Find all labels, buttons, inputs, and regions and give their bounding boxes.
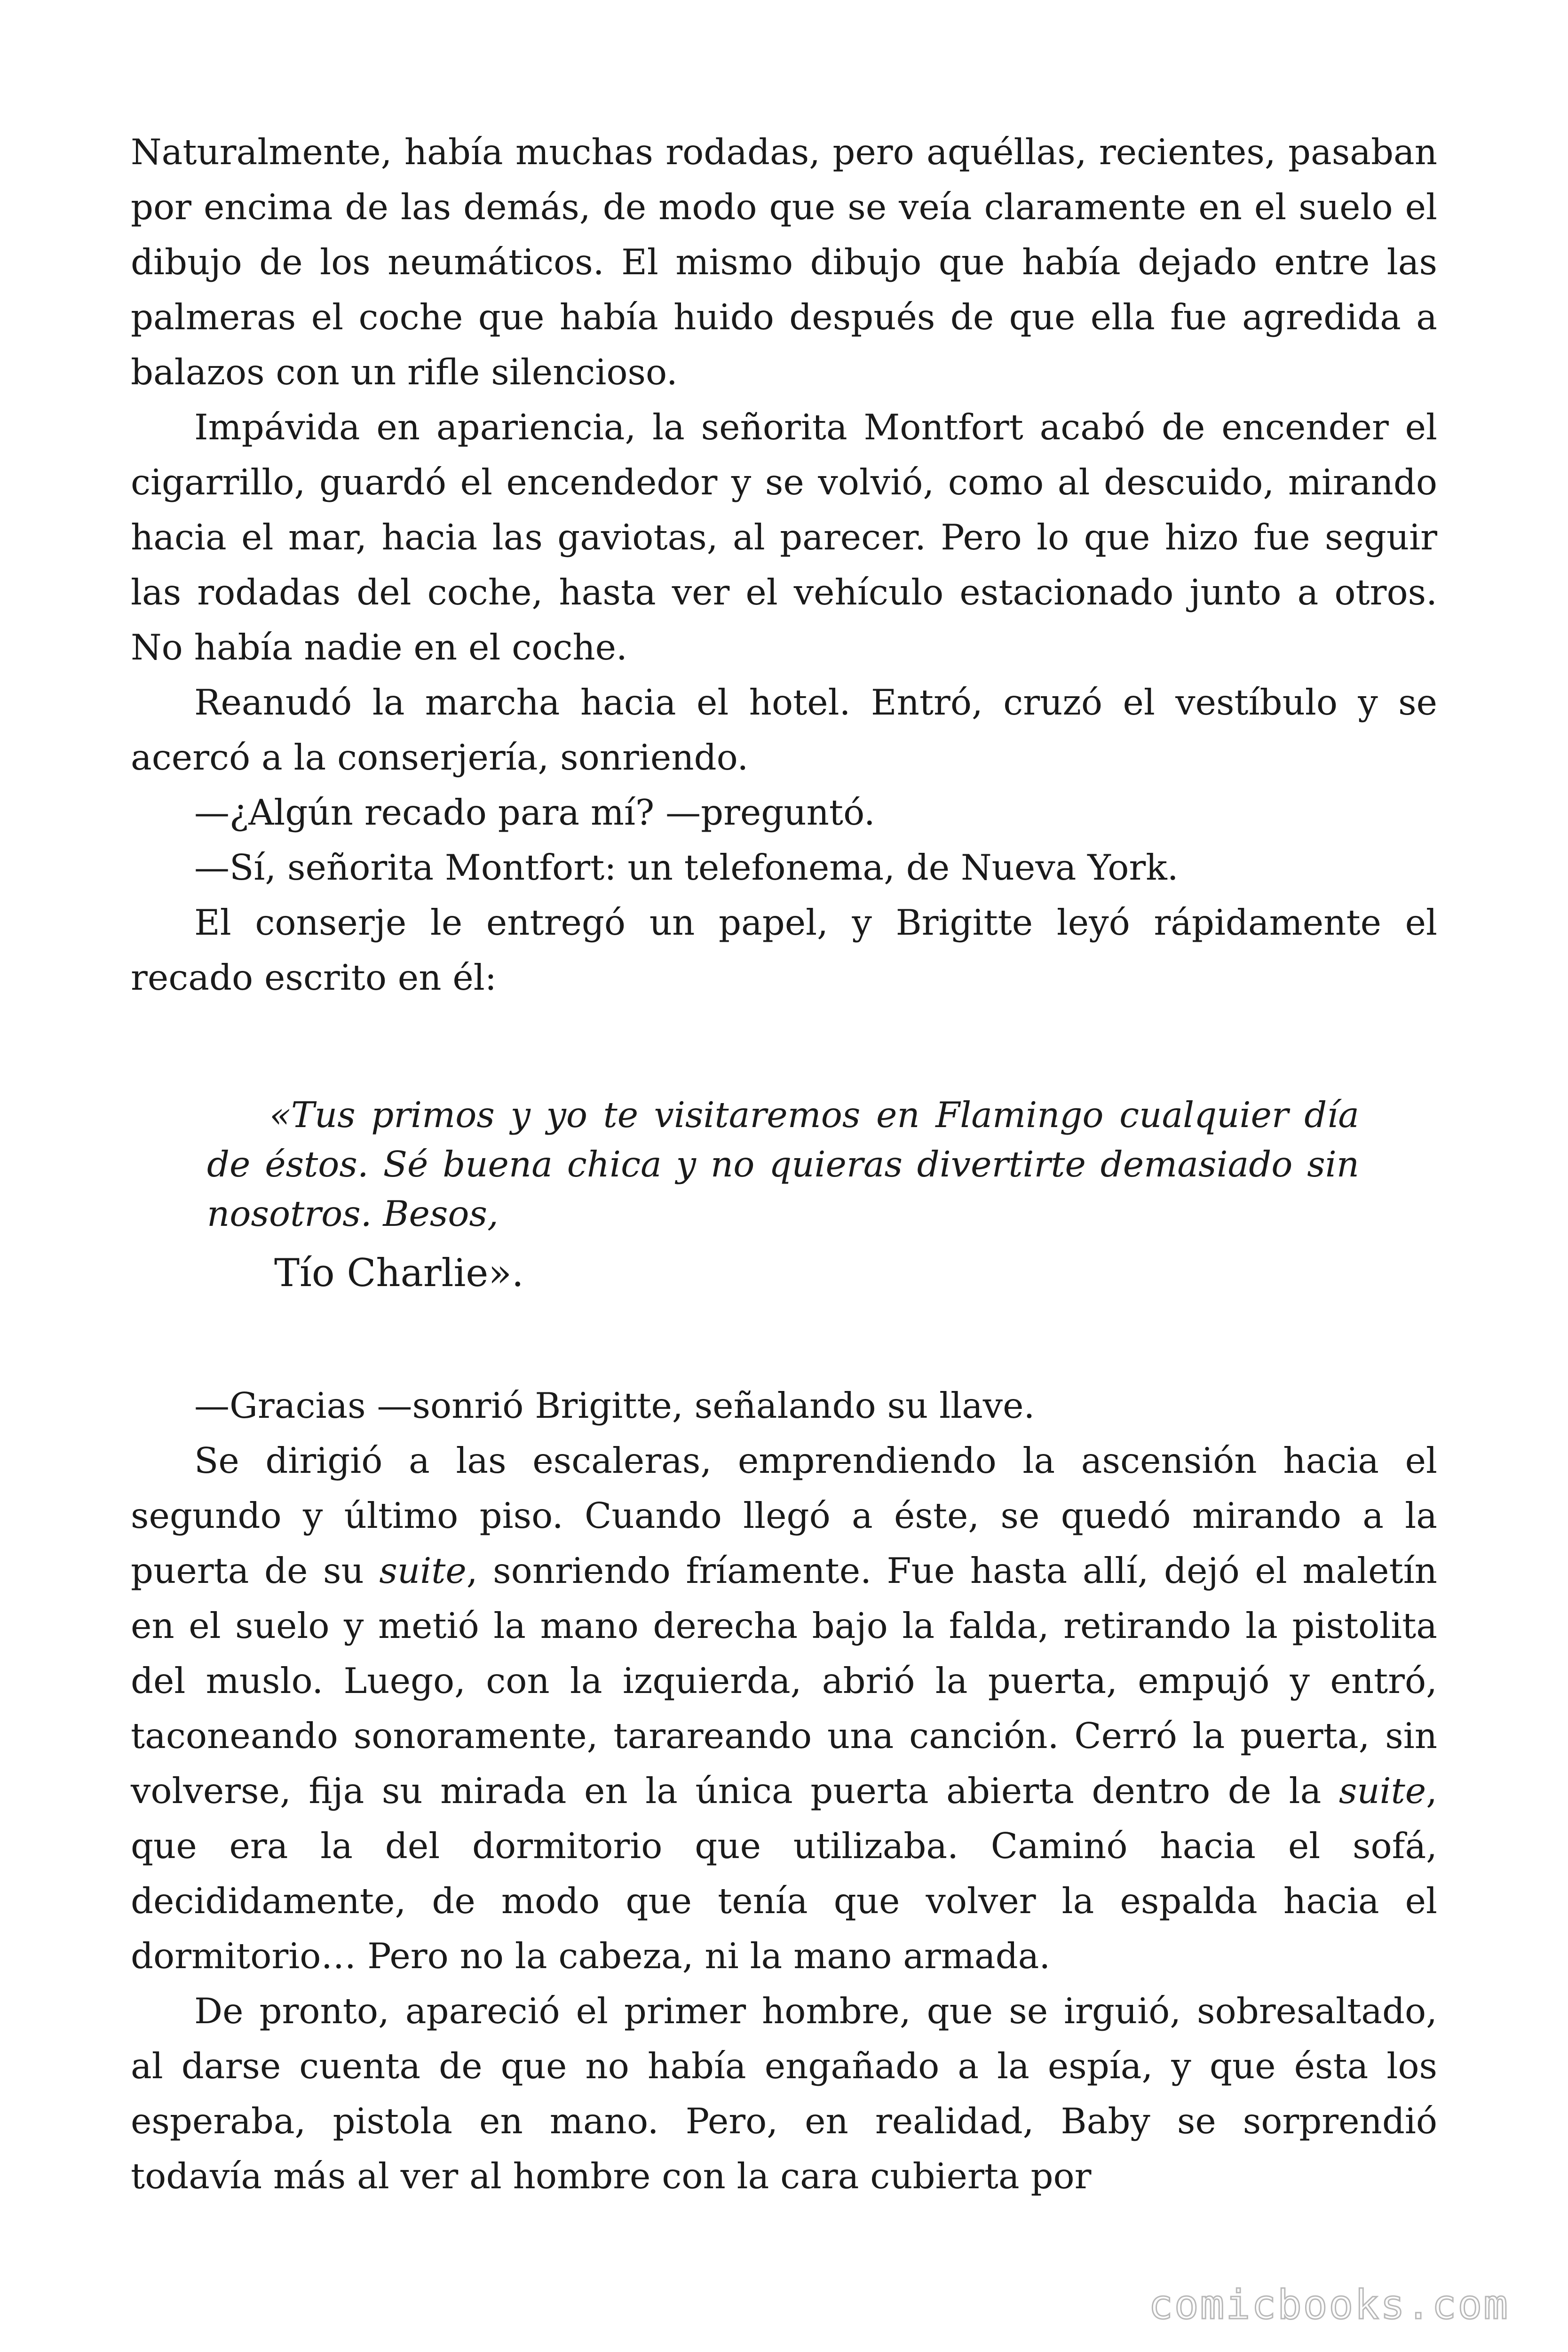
paragraph [131, 895, 1437, 1005]
paragraph [131, 675, 1437, 785]
telegram-quote [207, 1090, 1359, 1302]
paragraph [131, 785, 1437, 840]
watermark: comicbooks.com [1148, 2281, 1509, 2328]
italic-term: suite [1338, 1770, 1426, 1812]
text-run: Se dirigió a las escaleras, emprendiendo la ascensión hacia el segundo y último piso. Cuando llegó a éste, se quedó mirando a la puerta de su [131, 1440, 1437, 1591]
text-before-quote [131, 125, 1437, 1005]
text-run: —¿Algún recado para mí? —preguntó. [194, 792, 875, 833]
quote-signature: Tío Charlie». [274, 1251, 524, 1295]
text-after-quote [131, 1378, 1437, 2204]
text-run: —Gracias —sonrió Brigitte, señalando su llave. [194, 1385, 1035, 1426]
paragraph [131, 840, 1437, 895]
text-run: , sonriendo fríamente. Fue hasta allí, dejó el maletín en el suelo y metió la mano derecha bajo la falda, retirando la pistolita del muslo. Luego, con la izquierda, abrió la puerta, empujó y entró, taconeando sonoramente, tarareando una canción. Cerró la puerta, sin volverse, fija su mirada en la única puerta abierta dentro de la [131, 1550, 1437, 1812]
text-run: Naturalmente, había muchas rodadas, pero aquéllas, recientes, pasaban por encima de las demás, de modo que se veía claramente en el suelo el dibujo de los neumáticos. El mismo dibujo que había dejado entre las palmeras el coche que había huido después de que ella fue agredida a balazos con un rifle silencioso. [131, 131, 1437, 393]
paragraph [131, 125, 1437, 400]
text-run: De pronto, apareció el primer hombre, que se irguió, sobresaltado, al darse cuenta de que no había engañado a la espía, y que ésta los esperaba, pistola en mano. Pero, en realidad, Baby se sorprendió todavía más al ver al hombre con la cara cubierta por [131, 1990, 1437, 2197]
text-run: El conserje le entregó un papel, y Brigitte leyó rápidamente el recado escrito en él: [131, 902, 1437, 998]
paragraph [131, 1378, 1437, 1433]
paragraph [131, 400, 1437, 675]
page-body [131, 125, 1437, 2204]
text-run: Reanudó la marcha hacia el hotel. Entró, cruzó el vestíbulo y se acercó a la conserjería, sonriendo. [131, 682, 1437, 778]
text-run: Impávida en apariencia, la señorita Montfort acabó de encender el cigarrillo, guardó el encendedor y se volvió, como al descuido, mirando hacia el mar, hacia las gaviotas, al parecer. Pero lo que hizo fue seguir las rodadas del coche, hasta ver el vehículo estacionado junto a otros. No había nadie en el coche. [131, 406, 1437, 668]
italic-term: suite [379, 1550, 467, 1591]
text-run: —Sí, señorita Montfort: un telefonema, de Nueva York. [194, 847, 1179, 888]
quote-text: «Tus primos y yo te visitaremos en Flamingo cualquier día de éstos. Sé buena chica y no quieras divertirte demasiado sin nosotros. Besos, [207, 1094, 1359, 1234]
paragraph [131, 1984, 1437, 2204]
paragraph [131, 1433, 1437, 1984]
text-run: , que era la del dormitorio que utilizaba. Caminó hacia el sofá, decididamente, de modo que tenía que volver la espalda hacia el dormitorio… Pero no la cabeza, ni la mano armada. [131, 1770, 1437, 1977]
